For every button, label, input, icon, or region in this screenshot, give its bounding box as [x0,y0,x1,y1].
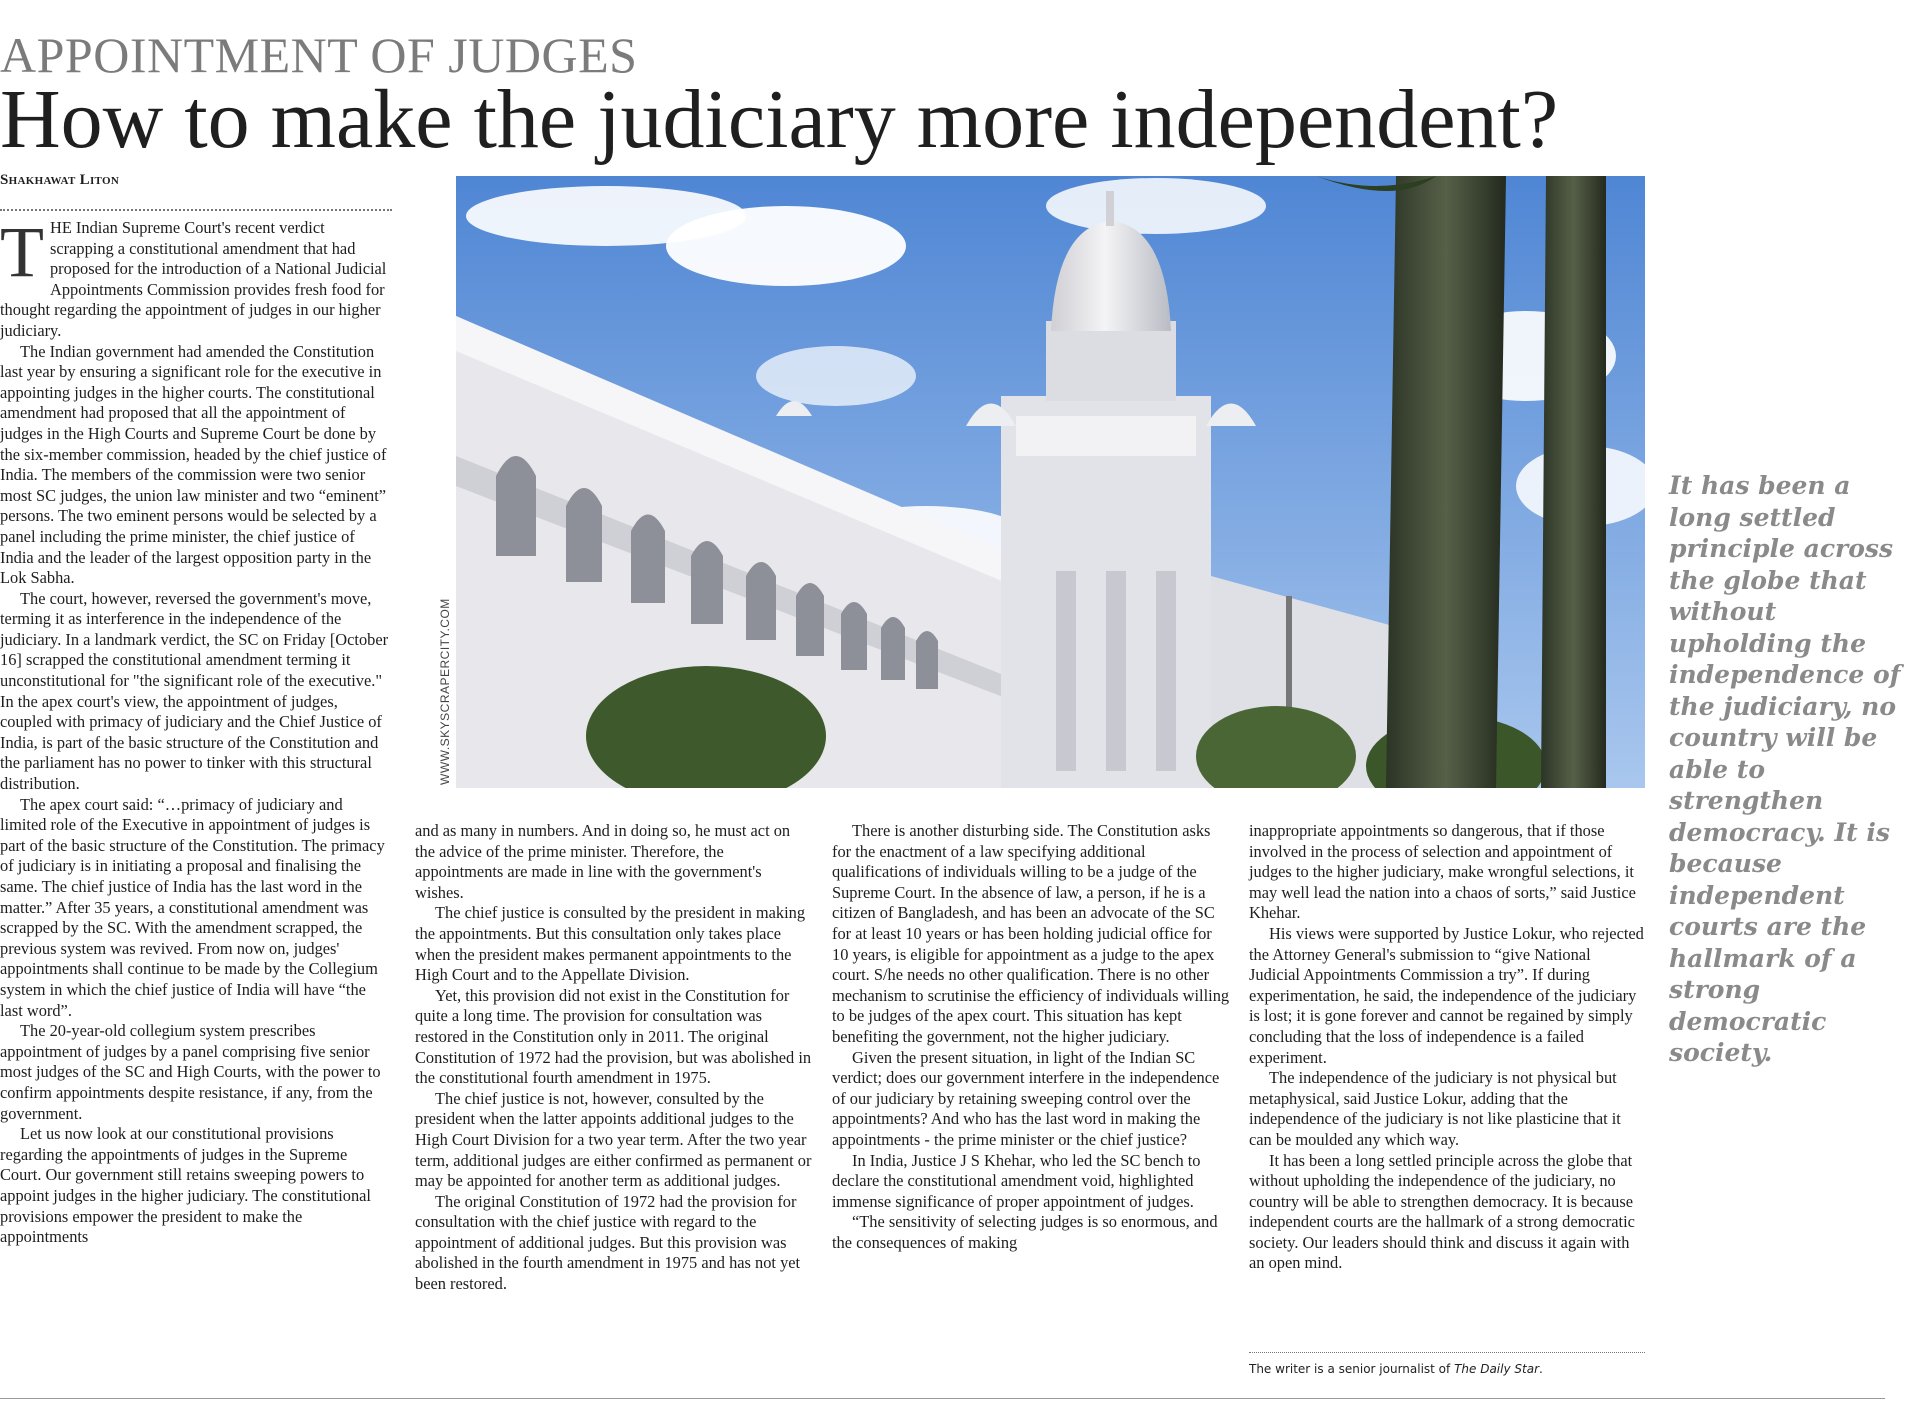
drop-cap: T [0,212,44,292]
footnote-publication: The Daily Star [1454,1362,1539,1376]
paragraph: The 20-year-old collegium system prescribes appointment of judges by a panel comprising five senior most judges of the SC and High Courts, with the power to confirm appointments despite resistance, if any, from the government. [0,1021,381,1123]
footnote-divider [1249,1352,1645,1353]
paragraph: His views were supported by Justice Lokur, who rejected the Attorney General's submission to “give National Judicial Appointments Commission a try”. If during experimentation, he said, the independence of the judiciary is lost; it is gone forever and cannot be regained by simply concluding that the loss of independence is a failed experiment. [1249,923,1644,1067]
column-4 [1249,821,1645,1274]
paragraph: Given the present situation, in light of the Indian SC verdict; does our government interfere in the independence of our judiciary by retaining sweeping control over the appointments? And who has the last word in making the appointments - the prime minister or the chief justice? [832,1047,1220,1149]
headline: How to make the judiciary more independent? [0,73,1559,166]
writer-footnote [1249,1362,1543,1376]
byline: Shakhawat Liton [0,172,120,188]
paragraph: The original Constitution of 1972 had the provision for consultation with the chief justice with regard to the appointment of additional judges. But this provision was abolished in the fourth amendment in 1975 and has not yet been restored. [415,1191,801,1294]
paragraph: The chief justice is consulted by the president in making the appointments. But this consultation only takes place when the president makes permanent appointments to the High Court and to the Appellate Division. [415,903,806,985]
paragraph: The independence of the judiciary is not physical but metaphysical, said Justice Lokur, adding that the independence of the judiciary is not like plasticine that it can be moulded any which way. [1249,1068,1621,1149]
paragraph: In India, Justice J S Khehar, who led the SC bench to declare the constitutional amendment void, highlighted immense significance of proper appointment of judges. [832,1150,1201,1211]
paragraph: The court, however, reversed the government's move, terming it as interference in the independence of the judiciary. In a landmark verdict, the SC on Friday [October 16] scrapped the constitutional amendment terming it unconstitutional for "the significant role of the executive." In the apex court's view, the appointment of judges, coupled with primacy of judiciary and the Chief Justice of India, is part of the basic structure of the Constitution and the parliament has no power to tinker with this structural distribution. [0,588,389,794]
paragraph: and as many in numbers. And in doing so, he must act on the advice of the prime minister. Therefore, the appointments are made in line with the government's wishes. [415,821,791,902]
paragraph: The Indian government had amended the Constitution last year by ensuring a significant role for the executive in appointing judges in the higher courts. The constitutional amendment had proposed that all the appointment of judges in the High Courts and Supreme Court be done by the six-member commission, headed by the chief justice of India. The members of the commission were two senior most SC judges, the union law minister and two “eminent” persons. The two eminent persons would be selected by a panel including the prime minister, the chief justice of India and the leader of the largest opposition party in the Lok Sabha. [0,341,387,588]
paragraph: The chief justice is not, however, consulted by the president when the latter appoints additional judges to the High Court Division for a two year term. After the two year term, additional judges are either confirmed as permanent or may be appointed for another term as additional judges. [415,1088,812,1191]
paragraph: There is another disturbing side. The Constitution asks for the enactment of a law specifying additional qualifications of individuals willing to be a judge of the Supreme Court. In the absence of law, a person, if he is a citizen of Bangladesh, and has been an advocate of the SC for at least 10 years or has been holding judicial office for 10 years, is eligible for appointment as a judge to the apex court. S/he needs no other qualification. There is no other mechanism to scrutinise the efficiency of individuals willing to be judges of the apex court. This situation has kept benefiting the government, not the higher judiciary. [832,821,1230,1046]
pull-quote: It has been a long settled principle across the globe that without upholding the independence of the judiciary, no country will be able to strengthen democracy. It is because independent courts are the hallmark of a strong democratic society. [1669,471,1901,1067]
page-bottom-rule [0,1398,1885,1399]
column-3 [832,821,1230,1253]
paragraph: It has been a long settled principle across the globe that without upholding the independence of the judiciary, no country will be able to strengthen democracy. It is because independent courts are the hallmark of a strong democratic society. Our leaders should think and discuss it again with an open mind. [1249,1150,1635,1273]
footnote-suffix: . [1539,1362,1543,1376]
byline-divider [0,209,392,211]
paragraph: The apex court said: “…primacy of judiciary and limited role of the Executive in appointment of judges is part of the basic structure of the Constitution. The primacy of judiciary is in initiating a proposal and finalising the same. The chief justice of India has the last word in the matter.” After 35 years, a constitutional amendment was scrapped by the SC. With the amendment scrapped, the previous system was revived. From now on, judges' appointments shall continue to be made by the Collegium system in which the chief justice of India will have “the last word”. [0,794,385,1020]
paragraph: “The sensitivity of selecting judges is so enormous, and the consequences of making [832,1212,1218,1252]
footnote-prefix: The writer is a senior journalist of [1249,1362,1455,1376]
column-1 [0,212,392,1248]
paragraph: inappropriate appointments so dangerous, that if those involved in the process of selection and appointment of judges to the higher judiciary, make wrongful selections, it may well lead the nation into a chaos of sorts,” said Justice Khehar. [1249,821,1636,923]
paragraph: HE Indian Supreme Court's recent verdict scrapping a constitutional amendment that had proposed for the introduction of a National Judicial Appointments Commission provides fresh food for thought regarding the appointment of judges in our higher judiciary. [0,218,387,340]
supreme-court-photo [456,176,1645,788]
section-kicker: APPOINTMENT OF JUDGES [0,27,638,83]
paragraph: Let us now look at our constitutional provisions regarding the appointments of judges in the Supreme Court. Our government still retains sweeping powers to appoint judges in the higher judiciary. The constitutional provisions empower the president to make the appointments [0,1124,371,1247]
paragraph: Yet, this provision did not exist in the Constitution for quite a long time. The provision for consultation was restored in the Constitution only in 2011. The original Constitution of 1972 had the provision, but was abolished in the constitutional fourth amendment in 1975. [415,985,812,1088]
photo-credit: WWW.SKYSCRAPERCITY.COM [438,598,452,785]
column-2 [415,821,813,1295]
